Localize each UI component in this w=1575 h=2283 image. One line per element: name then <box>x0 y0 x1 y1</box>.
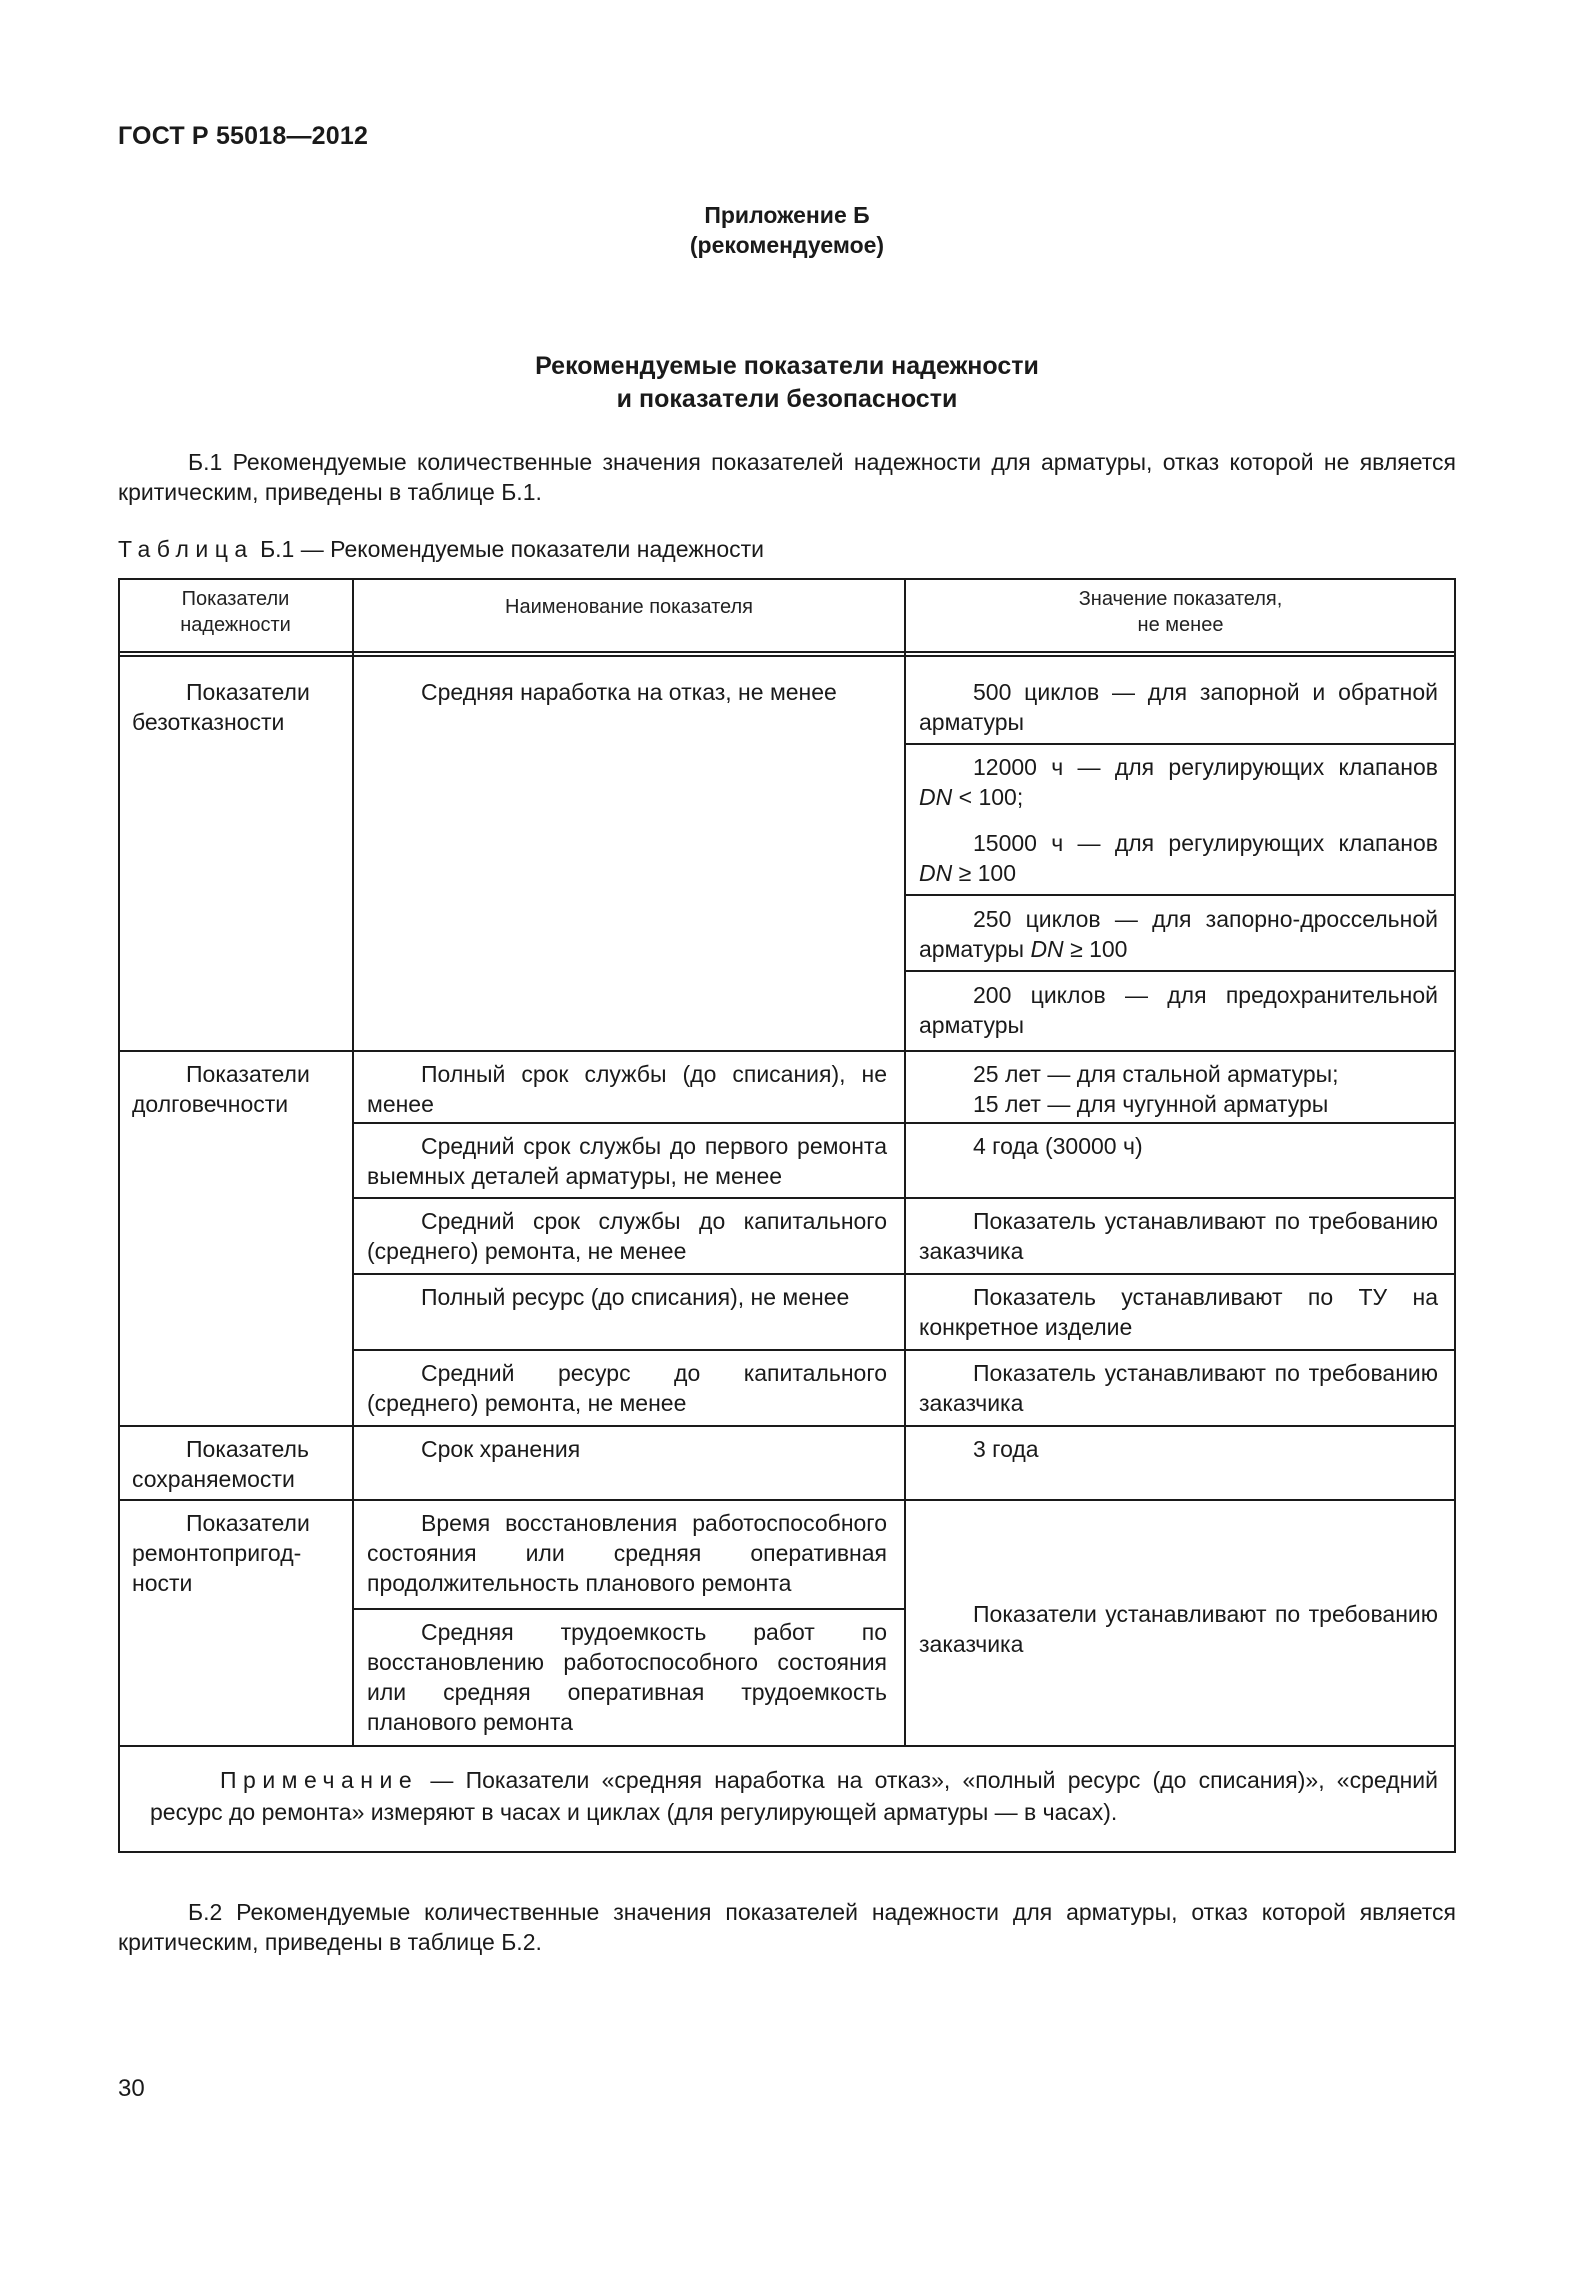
indicator-cell: Средняя наработка на отказ, не менее <box>421 679 837 705</box>
indicator-cell: Полный срок службы (до списания), не менее <box>367 1061 887 1117</box>
page-number: 30 <box>118 2075 145 2102</box>
indicator-cell: Средний срок службы до первого ремонта выемных деталей арматуры, не менее <box>367 1133 887 1189</box>
group-cell: Показатели долговечности <box>132 1061 310 1117</box>
value-cell: Показатель устанавливают по ТУ на конкретное изделие <box>919 1284 1438 1340</box>
value-cell: 200 циклов — для предохранительной арматуры <box>919 982 1438 1038</box>
indicator-cell: Время восстановления работоспособного состояния или средняя оперативная продолжительность планового ремонта <box>367 1510 887 1596</box>
header-col-value-line1: Значение показателя, <box>1078 588 1283 610</box>
table-note <box>118 1748 1456 1828</box>
header-col-value-line2: не менее <box>1137 614 1224 636</box>
value-cell <box>905 820 1456 888</box>
value-dn: DN <box>1030 936 1064 962</box>
table-border-left <box>118 578 120 1853</box>
table-border-bottom <box>118 1851 1456 1853</box>
value-tail: < 100; <box>958 784 1024 810</box>
value-cell <box>905 896 1456 964</box>
indicator-cell: Средний срок службы до капитального (среднего) ремонта, не менее <box>367 1208 887 1264</box>
value-cell: Показатели устанавливают по требованию заказчика <box>919 1601 1438 1657</box>
table-header-rule-1 <box>118 651 1456 653</box>
header-col-indicator: Наименование показателя <box>505 596 753 618</box>
value-cell: 500 циклов — для запорной и обратной арматуры <box>919 679 1438 735</box>
table-caption <box>118 536 764 563</box>
section-title-line2: и показатели безопасности <box>616 385 958 413</box>
group-cell: Показатели безотказности <box>132 679 310 735</box>
value-cell: Показатель устанавливают по требованию заказчика <box>919 1208 1438 1264</box>
value-cell: 4 года (30000 ч) <box>973 1133 1143 1159</box>
header-col-group-line1: Показатели <box>181 588 290 610</box>
value-cell <box>905 744 1456 812</box>
indicator-cell: Средний ресурс до капитального (среднего) ремонта, не менее <box>367 1360 887 1416</box>
value-dn: DN <box>919 860 953 886</box>
value-line2: 15 лет — для чугунной арматуры <box>973 1091 1329 1117</box>
value-cell: Показатель устанавливают по требованию заказчика <box>919 1360 1438 1416</box>
value-tail: ≥ 100 <box>958 860 1017 886</box>
section-title-line1: Рекомендуемые показатели надежности <box>535 352 1039 380</box>
group-cell: Показатели ремонтопригодности <box>132 1510 310 1596</box>
indicator-cell: Полный ресурс (до списания), не менее <box>421 1284 850 1310</box>
indicator-cell: Срок хранения <box>421 1436 581 1462</box>
value-tail: ≥ 100 <box>1070 936 1128 962</box>
value-cell <box>905 1051 1456 1119</box>
paragraph-b1: Б.1 Рекомендуемые количественные значения показателей надежности для арматуры, отказ которой не является критическим, приведены в таблице Б.1. <box>118 449 1456 505</box>
table-caption-label: Таблица <box>118 536 254 562</box>
annex-status: (рекомендуемое) <box>689 232 885 258</box>
document-code: ГОСТ Р 55018—2012 <box>118 122 369 150</box>
value-dn: DN <box>919 784 953 810</box>
value-text: 12000 ч — для регулирующих клапанов <box>973 754 1438 780</box>
value-line1: 25 лет — для стальной арматуры; <box>973 1061 1339 1087</box>
reliability-table <box>118 578 1456 1853</box>
header-col-value <box>905 578 1456 651</box>
note-label: Примечание <box>220 1767 419 1793</box>
table-header-rule-2 <box>118 655 1456 657</box>
table-caption-text: Б.1 — Рекомендуемые показатели надежности <box>260 536 765 562</box>
annex-heading <box>118 200 1456 260</box>
header-col-group-line2: надежности <box>180 614 291 636</box>
value-cell: 3 года <box>973 1436 1039 1462</box>
paragraph-b2: Б.2 Рекомендуемые количественные значения показателей надежности для арматуры, отказ которой является критическим, приведены в таблице Б.2. <box>118 1899 1456 1955</box>
header-col-group <box>118 578 353 651</box>
annex-title: Приложение Б <box>704 202 870 228</box>
indicator-cell: Средняя трудоемкость работ по восстановлению работоспособного состояния или средняя оперативная трудоемкость планового ремонта <box>367 1619 887 1735</box>
group-cell: Показатель сохраняемости <box>132 1436 309 1492</box>
value-text: 15000 ч — для регулирующих клапанов <box>973 830 1438 856</box>
note-text: — Показатели «средняя наработка на отказ», «полный ресурс (до списания)», «средний ресурс до ремонта» измеряют в часах и циклах (для регулирующей арматуры — в часах). <box>150 1767 1438 1825</box>
value-text: 250 циклов — для запорно-дроссельной арматуры <box>919 906 1438 962</box>
row-rule <box>118 1745 1456 1747</box>
section-title <box>118 350 1456 416</box>
